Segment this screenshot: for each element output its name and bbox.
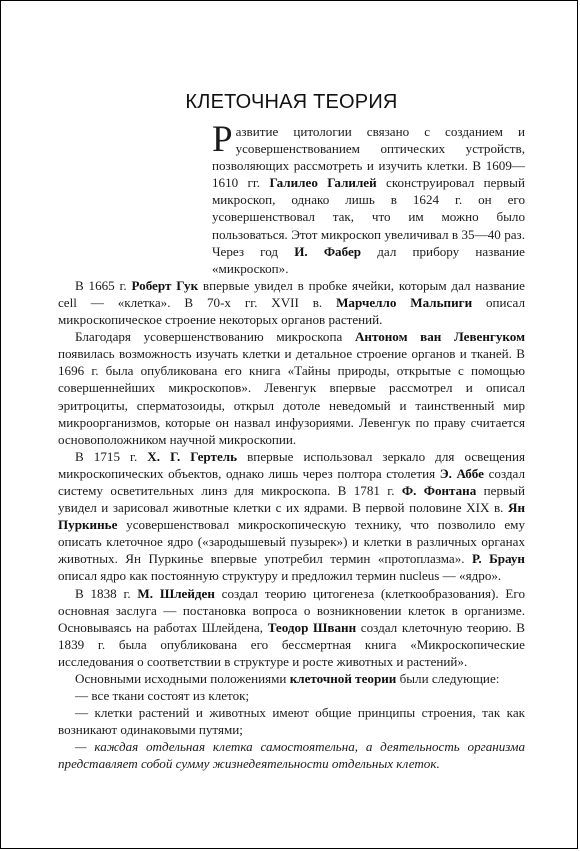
term-cell-theory: клеточной теории xyxy=(289,671,397,686)
paragraph-6-text-1: Основными исходными положениями xyxy=(75,671,290,686)
name-schleiden: М. Шлейден xyxy=(137,585,215,601)
list-item-italic xyxy=(58,738,525,772)
name-brown: Р. Браун xyxy=(472,551,525,567)
paragraph-3 xyxy=(58,328,525,448)
name-leeuwenhoek: Антоном ван Левенгуком xyxy=(354,329,525,345)
page-title: КЛЕТОЧНАЯ ТЕОРИЯ xyxy=(185,91,398,113)
paragraph-4-text-3: создал систему осветительных линз для микроскопа. В 1781 г. xyxy=(58,465,526,498)
paragraph-4-text-2: впервые использовал зеркало для освещения микроскопических объектов, однако лишь через полтора столетия xyxy=(58,448,526,481)
paragraph-1 xyxy=(58,119,525,277)
paragraph-1-text-3: дал прибору название «микроскоп». xyxy=(212,243,525,276)
paragraph-5-text-3: создал клеточную теорию. В 1839 г. была опубликована его бессмертная книга «Микроскопические исследования о соответствии в структуре и росте животных и растений». xyxy=(58,619,525,669)
list-item: — все ткани состоят из клеток; xyxy=(75,688,250,704)
drop-cap: Р xyxy=(212,119,233,160)
paragraph-3-text-2: появилась возможность изучать клетки и детальное строение органов и тканей. В 1696 г. была опубликована его книга «Тайны природы, открытые с помощью совершеннейших микроскопов». Левенгук впервые рассмотрел и описал эритроциты, сперматозоиды, открыл дотоле неведомый и таинственный мир микроорганизмов, которые он назвал инфузориями. Левенгук по праву считается основоположником научной микроскопии. xyxy=(58,346,525,447)
name-hooke: Роберт Гук xyxy=(131,277,199,293)
paragraph-5-text-2: создал теорию цитогенеза (клеткообразования). Его основная заслуга — постановка вопроса о возникновении клеток в организме. Основываясь на работах Шлейдена, xyxy=(58,585,525,635)
paragraph-2-text-2: впервые увидел в пробке ячейки, которым дал название cell — «клетка». В 70-х гг. XVII в. xyxy=(58,277,525,310)
paragraph-2 xyxy=(58,277,525,328)
paragraph-3-text-1: Благодаря усовершенствованию микроскопа xyxy=(75,329,355,345)
name-malpighi: Марчелло Мальпиги xyxy=(336,294,473,310)
paragraph-2-text-1: В 1665 г. xyxy=(75,277,132,293)
paragraph-4-text-4: первый увидел и зарисовал животные клетки с их ядрами. В первой половине XIX в. xyxy=(58,482,525,516)
paragraph-1-text-2: сконструировал первый микроскоп, однако лишь в 1624 г. он его усовершенствовал так, что им можно было пользоваться. Этот микроскоп увеличивал в 35—40 раз. Через год xyxy=(212,175,525,259)
name-gertel: Х. Г. Гертель xyxy=(147,448,238,464)
name-schwann: Теодор Шванн xyxy=(267,619,357,635)
list-item-italic-text: — каждая отдельная клетка самостоятельна, а деятельность организма представляет собой сумму жизнедеятельности отдельных клеток. xyxy=(58,739,525,772)
paragraph-4-text-1: В 1715 г. xyxy=(75,448,148,464)
name-purkinje: Ян Пуркинье xyxy=(58,500,525,533)
name-faber: И. Фабер xyxy=(294,243,362,259)
list-item: — клетки растений и животных имеют общие принципы строения, так как возникают одинаковыми путями; xyxy=(58,705,525,738)
paragraph-4-text-5: усовершенствовал микроскопическую технику, что позволило ему описать клеточное ядро («зародышевый пузырек») и клетки в различных органах животных. Ян Пуркинье впервые употребил термин «протоплазма». xyxy=(58,517,525,567)
paragraph-2-text-3: описал микроскопическое строение некоторых органов растений. xyxy=(58,294,525,328)
paragraph-5-text-1: В 1838 г. xyxy=(75,585,138,601)
page-content xyxy=(58,90,525,773)
name-abbe: Э. Аббе xyxy=(439,465,484,481)
paragraph-6-text-2: были следующие: xyxy=(396,671,500,686)
paragraph-4-text-6: описал ядро как постоянную структуру и предложил термин nucleus — «ядро». xyxy=(58,568,502,584)
paragraph-6 xyxy=(58,670,525,687)
paragraph-4 xyxy=(58,448,525,585)
paragraph-5 xyxy=(58,585,525,670)
paragraph-1-text-1: азвитие цитологии связано с созданием и усовершенствованием оптических устройств, позволяющих рассмотреть и изучить клетки. В 1609—1610 гг. xyxy=(212,124,525,191)
name-fontana: Ф. Фонтана xyxy=(401,482,477,498)
name-galileo: Галилео Галилей xyxy=(269,175,377,191)
